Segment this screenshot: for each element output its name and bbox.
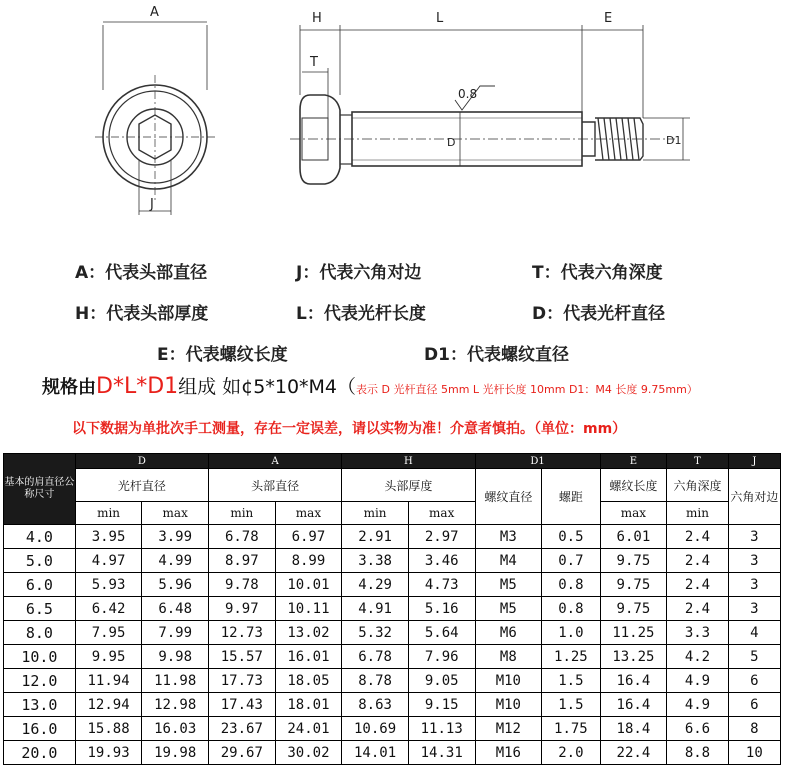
table-cell: 8.0 xyxy=(4,621,76,645)
table-cell: 6.78 xyxy=(209,525,276,549)
table-cell: 12.98 xyxy=(142,693,209,717)
spec-table xyxy=(3,453,781,765)
measurement-notice: 以下数据为单批次手工测量，存在一定误差，请以实物为准！介意者慎拍。（单位：mm） xyxy=(72,421,627,437)
label-T: T xyxy=(310,55,318,70)
table-row xyxy=(4,525,781,549)
table-cell: 9.75 xyxy=(600,549,667,573)
table-cell: 9.78 xyxy=(209,573,276,597)
table-cell: 10.69 xyxy=(342,717,409,741)
shoulder-screw-drawing xyxy=(0,0,785,250)
table-cell: M10 xyxy=(475,669,542,693)
header-min: min xyxy=(75,502,142,525)
legend-E: E：代表螺纹长度 xyxy=(157,345,288,365)
table-cell: 1.25 xyxy=(542,645,600,669)
table-cell: 4.9 xyxy=(667,669,729,693)
table-cell: M3 xyxy=(475,525,542,549)
table-cell: 0.5 xyxy=(542,525,600,549)
table-cell: M8 xyxy=(475,645,542,669)
table-cell: 5.93 xyxy=(75,573,142,597)
table-cell: 9.05 xyxy=(408,669,475,693)
header-max: max xyxy=(142,502,209,525)
table-cell: 2.4 xyxy=(667,549,729,573)
table-cell: 5 xyxy=(728,645,780,669)
table-cell: 7.95 xyxy=(75,621,142,645)
table-cell: 16.03 xyxy=(142,717,209,741)
table-cell: 1.75 xyxy=(542,717,600,741)
table-cell: 24.01 xyxy=(275,717,342,741)
corner-header: 基本的肩直径公称尺寸 xyxy=(4,454,76,525)
label-A: A xyxy=(150,5,159,20)
table-cell: 14.01 xyxy=(342,741,409,765)
group-E: E xyxy=(600,454,667,469)
table-cell: 22.4 xyxy=(600,741,667,765)
table-cell: 14.31 xyxy=(408,741,475,765)
table-cell: 11.25 xyxy=(600,621,667,645)
table-cell: 8.99 xyxy=(275,549,342,573)
table-cell: 1.0 xyxy=(542,621,600,645)
roughness-label: 0.8 xyxy=(458,87,478,101)
table-cell: 1.5 xyxy=(542,693,600,717)
table-cell: M6 xyxy=(475,621,542,645)
table-cell: 9.98 xyxy=(142,645,209,669)
legend-D1: D1：代表螺纹直径 xyxy=(424,345,569,365)
header-hex-width: 六角对边 xyxy=(728,469,780,525)
group-T: T xyxy=(667,454,729,469)
table-cell: 18.01 xyxy=(275,693,342,717)
table-cell: 2.4 xyxy=(667,525,729,549)
table-cell: 8.97 xyxy=(209,549,276,573)
table-cell: 0.8 xyxy=(542,573,600,597)
header-hex-depth: 六角深度 xyxy=(667,469,729,502)
table-cell: 3 xyxy=(728,525,780,549)
table-cell: 5.32 xyxy=(342,621,409,645)
header-pitch: 螺距 xyxy=(542,469,600,525)
table-row xyxy=(4,669,781,693)
table-cell: 5.16 xyxy=(408,597,475,621)
table-cell: 16.4 xyxy=(600,693,667,717)
table-cell: M16 xyxy=(475,741,542,765)
table-cell: 6.0 xyxy=(4,573,76,597)
table-cell: 30.02 xyxy=(275,741,342,765)
table-cell: 3 xyxy=(728,597,780,621)
spec-example: 组成 如¢5*10*M4（ xyxy=(178,376,357,398)
spec-note: 表示 D 光杆直径 5mm L 光杆长度 10mm D1：M4 长度 9.75mm） xyxy=(356,383,698,396)
table-cell: 2.4 xyxy=(667,573,729,597)
table-cell: 9.97 xyxy=(209,597,276,621)
table-cell: 3.3 xyxy=(667,621,729,645)
table-cell: 13.25 xyxy=(600,645,667,669)
table-row xyxy=(4,549,781,573)
table-cell: 3 xyxy=(728,573,780,597)
table-cell: 3 xyxy=(728,549,780,573)
table-cell: M4 xyxy=(475,549,542,573)
table-cell: 3.38 xyxy=(342,549,409,573)
table-cell: 0.8 xyxy=(542,597,600,621)
group-D: D xyxy=(75,454,208,469)
table-cell: 9.15 xyxy=(408,693,475,717)
table-cell: 18.05 xyxy=(275,669,342,693)
legend-T: T：代表六角深度 xyxy=(532,263,663,283)
table-cell: 10.01 xyxy=(275,573,342,597)
label-D1: D1 xyxy=(666,134,682,147)
table-row xyxy=(4,573,781,597)
table-cell: 2.97 xyxy=(408,525,475,549)
table-cell: 6.5 xyxy=(4,597,76,621)
table-cell: 8.8 xyxy=(667,741,729,765)
group-J: J xyxy=(728,454,780,469)
table-cell: 12.73 xyxy=(209,621,276,645)
table-cell: 2.91 xyxy=(342,525,409,549)
table-cell: 10 xyxy=(728,741,780,765)
group-A: A xyxy=(209,454,342,469)
table-cell: 0.7 xyxy=(542,549,600,573)
label-J: J xyxy=(150,197,154,212)
table-row xyxy=(4,741,781,765)
table-cell: 18.4 xyxy=(600,717,667,741)
table-cell: 17.73 xyxy=(209,669,276,693)
table-cell: 2.4 xyxy=(667,597,729,621)
table-cell: 6.78 xyxy=(342,645,409,669)
table-cell: 6 xyxy=(728,693,780,717)
table-cell: 6.42 xyxy=(75,597,142,621)
table-row xyxy=(4,597,781,621)
table-cell: 16.01 xyxy=(275,645,342,669)
table-cell: M5 xyxy=(475,597,542,621)
group-D1: D1 xyxy=(475,454,600,469)
legend-D: D：代表光杆直径 xyxy=(532,304,666,324)
legend-A: A：代表头部直径 xyxy=(75,263,208,283)
header-head-diameter: 头部直径 xyxy=(209,469,342,502)
table-cell: M10 xyxy=(475,693,542,717)
table-cell: 16.0 xyxy=(4,717,76,741)
label-H: H xyxy=(312,11,322,26)
table-cell: 4.97 xyxy=(75,549,142,573)
table-cell: 15.88 xyxy=(75,717,142,741)
table-cell: 4.0 xyxy=(4,525,76,549)
table-cell: 11.13 xyxy=(408,717,475,741)
header-max: max xyxy=(275,502,342,525)
table-cell: 3.95 xyxy=(75,525,142,549)
table-cell: 7.99 xyxy=(142,621,209,645)
table-cell: 12.0 xyxy=(4,669,76,693)
table-row xyxy=(4,717,781,741)
table-cell: 5.96 xyxy=(142,573,209,597)
table-cell: 9.75 xyxy=(600,573,667,597)
label-D: D xyxy=(447,136,456,149)
table-cell: 4.2 xyxy=(667,645,729,669)
table-cell: 3.99 xyxy=(142,525,209,549)
table-cell: 9.95 xyxy=(75,645,142,669)
table-cell: 13.0 xyxy=(4,693,76,717)
table-cell: 4.73 xyxy=(408,573,475,597)
table-cell: 23.67 xyxy=(209,717,276,741)
table-cell: 8.78 xyxy=(342,669,409,693)
table-cell: 19.98 xyxy=(142,741,209,765)
table-cell: 4 xyxy=(728,621,780,645)
legend-L: L：代表光杆长度 xyxy=(296,304,426,324)
table-cell: 8.63 xyxy=(342,693,409,717)
header-max: max xyxy=(408,502,475,525)
table-cell: 6.01 xyxy=(600,525,667,549)
table-cell: 11.98 xyxy=(142,669,209,693)
label-E: E xyxy=(604,11,613,26)
table-cell: 7.96 xyxy=(408,645,475,669)
table-cell: 2.0 xyxy=(542,741,600,765)
table-cell: 4.91 xyxy=(342,597,409,621)
label-L: L xyxy=(436,11,444,26)
table-cell: 5.0 xyxy=(4,549,76,573)
table-cell: 19.93 xyxy=(75,741,142,765)
table-cell: M5 xyxy=(475,573,542,597)
table-cell: 6.48 xyxy=(142,597,209,621)
header-head-thickness: 头部厚度 xyxy=(342,469,475,502)
spec-prefix: 规格由 xyxy=(42,377,96,398)
legend-H: H：代表头部厚度 xyxy=(75,304,209,324)
table-cell: M12 xyxy=(475,717,542,741)
table-cell: 11.94 xyxy=(75,669,142,693)
table-cell: 10.0 xyxy=(4,645,76,669)
table-cell: 3.46 xyxy=(408,549,475,573)
table-cell: 10.11 xyxy=(275,597,342,621)
table-cell: 17.43 xyxy=(209,693,276,717)
table-cell: 6.97 xyxy=(275,525,342,549)
table-cell: 8 xyxy=(728,717,780,741)
table-cell: 4.9 xyxy=(667,693,729,717)
header-thread-diameter: 螺纹直径 xyxy=(475,469,542,525)
table-row xyxy=(4,645,781,669)
table-cell: 5.64 xyxy=(408,621,475,645)
table-row xyxy=(4,621,781,645)
group-H: H xyxy=(342,454,475,469)
header-min: min xyxy=(667,502,729,525)
table-cell: 15.57 xyxy=(209,645,276,669)
table-cell: 9.75 xyxy=(600,597,667,621)
table-cell: 12.94 xyxy=(75,693,142,717)
table-cell: 4.29 xyxy=(342,573,409,597)
table-cell: 29.67 xyxy=(209,741,276,765)
table-cell: 20.0 xyxy=(4,741,76,765)
table-cell: 13.02 xyxy=(275,621,342,645)
header-min: min xyxy=(209,502,276,525)
header-thread-length: 螺纹长度 xyxy=(600,469,667,502)
table-cell: 6.6 xyxy=(667,717,729,741)
header-shank-diameter: 光杆直径 xyxy=(75,469,208,502)
spec-formula: D*L*D1 xyxy=(96,374,179,399)
table-cell: 6 xyxy=(728,669,780,693)
table-cell: 1.5 xyxy=(542,669,600,693)
table-cell: 4.99 xyxy=(142,549,209,573)
legend-J: J：代表六角对边 xyxy=(296,263,422,283)
spec-line xyxy=(42,372,698,399)
table-row xyxy=(4,693,781,717)
header-min: min xyxy=(342,502,409,525)
header-max: max xyxy=(600,502,667,525)
table-cell: 16.4 xyxy=(600,669,667,693)
